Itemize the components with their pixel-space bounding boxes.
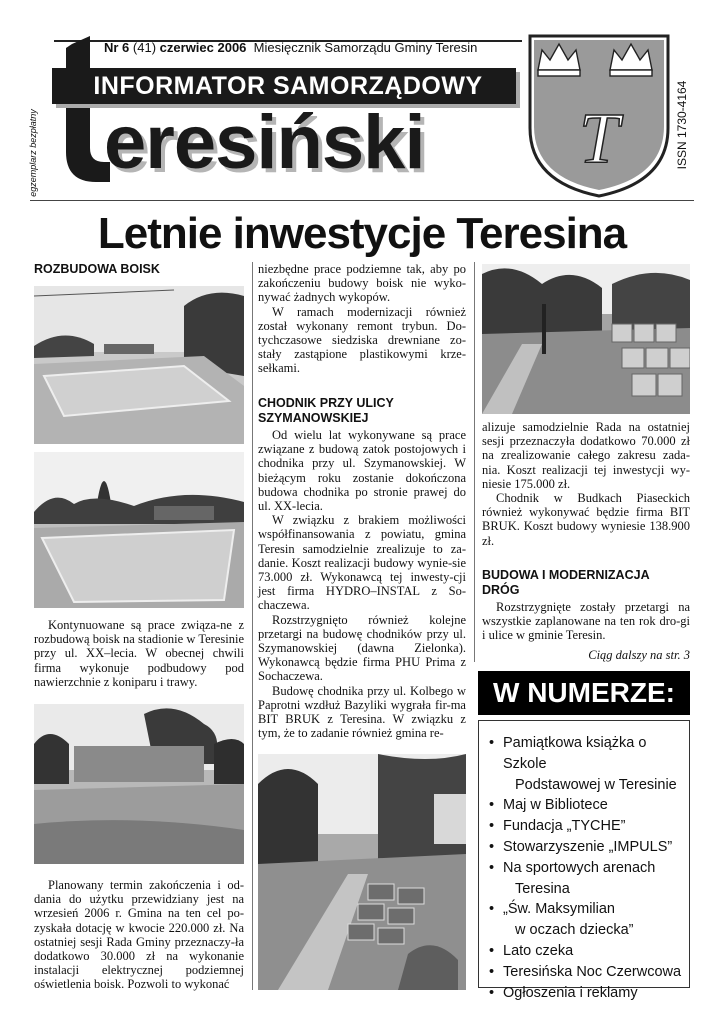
publication-title: eresiński: [104, 100, 425, 185]
article-text-col1-b: Planowany termin zakończenia i od-dania do użytku przewidziany jest na wrzesień 2006 r. Gmina na ten cel po-zyskała dotację w kwocie 220.000 zł. Na ostatniej sesji Rada Gminy przeznaczy-ła dodatkowo 30.000 zł na wykonanie instalacji elektrycznej podziemnej oświetlenia boisk. Pozwoli to wykonać: [34, 878, 244, 992]
photo-stadium-works: [34, 704, 244, 864]
issue-line: [104, 40, 477, 55]
continued-note: Ciąg dalszy na str. 3: [588, 648, 690, 662]
article-text-col2-b: Od wielu lat wykonywane są prace związane z budową zatok postojowych i chodnika przy ul. Szymanowskiej. W bieżącym roku zostanie dokończona budowa chodnika po stronie prawej do ul. XX-lecia. W związku z brakiem możliwości współfinansowania z powiatu, gmina Teresin samodzielnie zrealizuje to za-danie. Koszt realizacji budowy wynie-sie 73.000 zł. Wykonawcą tej inwesty-cji jest firma HYDRO–INSTAL z So-chaczewa. Rozstrzygnięto również kolejne przetargi na budowę chodników przy ul. Szymanowskiej (dawna Zielonka). Wykonawcą będzie firma PHU Prima z Sochaczewa. Budowę chodnika przy ul. Kolbego w Paprotni wzdłuż Bazyliki wygrała fir-ma BIT BRUK z Teresina. W związku z tym, że to zadanie również gmina re-: [258, 428, 466, 741]
issue-number: Nr 6: [104, 40, 130, 55]
in-this-issue-item-line1: Lato czeka: [503, 942, 574, 959]
in-this-issue-title: W NUMERZE:: [478, 671, 690, 715]
column-rule-1: [252, 262, 253, 990]
in-this-issue-item: [489, 962, 683, 983]
publication-banner: INFORMATOR SAMORZĄDOWY: [52, 68, 516, 104]
in-this-issue-item: [489, 837, 683, 858]
in-this-issue-item-line2: Podstawowej w Teresinie: [515, 776, 677, 793]
in-this-issue-item-line1: Maj w Bibliotece: [503, 797, 608, 814]
in-this-issue-item: [489, 816, 683, 837]
masthead-divider: [30, 200, 694, 201]
column-rule-2: [474, 262, 475, 662]
photo-pavement-blocks: [482, 264, 690, 414]
in-this-issue-item-line1: Stowarzyszenie „IMPULS”: [503, 838, 673, 855]
in-this-issue-item: [489, 795, 683, 816]
photo-sidewalk-works: [258, 754, 466, 990]
main-headline: Letnie inwestycje Teresina: [97, 209, 627, 258]
article-text-col3-a: alizuje samodzielnie Rada na ostatniej sesji przeznaczyła dodatkowo 70.000 zł na zrealizowanie całego zakresu zada-nia. Koszt realizacji tej inwestycji wy-niesie 175.000 zł. Chodnik w Budkach Piaseckich również wykonywać będzie firma BIT BRUK. Koszt budowy wyniesie 138.900 zł.: [482, 420, 690, 548]
coat-letter: T: [578, 98, 620, 178]
issue-total: (41): [132, 40, 157, 55]
section-title-chodnik: CHODNIK PRZY ULICY SZYMANOWSKIEJ: [258, 396, 394, 425]
section-title-drogi: BUDOWA I MODERNIZACJA DRÓG: [482, 568, 650, 597]
in-this-issue-item-line2: w oczach dziecka”: [515, 922, 634, 939]
issn-number: ISSN 1730-4164: [675, 80, 689, 170]
free-copy-note: egzemplarz bezpłatny: [28, 108, 38, 197]
in-this-issue-item-line2: Teresina: [515, 880, 570, 897]
in-this-issue-item-line1: Fundacja „TYCHE”: [503, 818, 626, 835]
in-this-issue-item: [489, 858, 683, 900]
issue-date: czerwiec 2006: [159, 40, 247, 55]
in-this-issue-item: [489, 733, 683, 795]
in-this-issue-item-line1: Pamiątkowa książka o Szkole: [503, 735, 647, 772]
article-text-col2-a: niezbędne prace podziemne tak, aby po zakończeniu budowy boisk nie wyko-nywać żadnych wykopów. W ramach modernizacji również został wykonany remont trybun. Do-tychczasowe siedziska drewniane zo-stały zastąpione plastikowymi krze-sełkami.: [258, 262, 466, 376]
tagline: Miesięcznik Samorządu Gminy Teresin: [253, 40, 478, 55]
section-title-boiska: ROZBUDOWA BOISK: [34, 262, 160, 276]
in-this-issue-item: [489, 899, 683, 941]
in-this-issue-item: [489, 941, 683, 962]
coat-of-arms: [526, 32, 672, 200]
photo-pitch-1: [34, 286, 244, 444]
photo-pitch-2: [34, 452, 244, 608]
in-this-issue-item-line1: Na sportowych arenach: [503, 859, 656, 876]
in-this-issue-list: [479, 721, 689, 1003]
in-this-issue-item: [489, 983, 683, 1004]
article-text-col3-b: Rozstrzygnięte zostały przetargi na wszystkie zaplanowane na ten rok dro-gi i ulice w gminie Teresin.: [482, 600, 690, 643]
in-this-issue-item-line1: Ogłoszenia i reklamy: [503, 984, 638, 1001]
in-this-issue-item-line1: Teresińska Noc Czerwcowa: [503, 963, 682, 980]
article-text-col1-a: Kontynuowane są prace związa-ne z rozbudową boisk na stadionie w Teresinie przy ul. XX–lecia. W obecnej chwili firma wykonuje podbudowy pod nawierzchnie z koniparu i trawy.: [34, 618, 244, 689]
in-this-issue-box: [478, 720, 690, 1001]
in-this-issue-item-line1: „Św. Maksymilian: [503, 901, 615, 918]
